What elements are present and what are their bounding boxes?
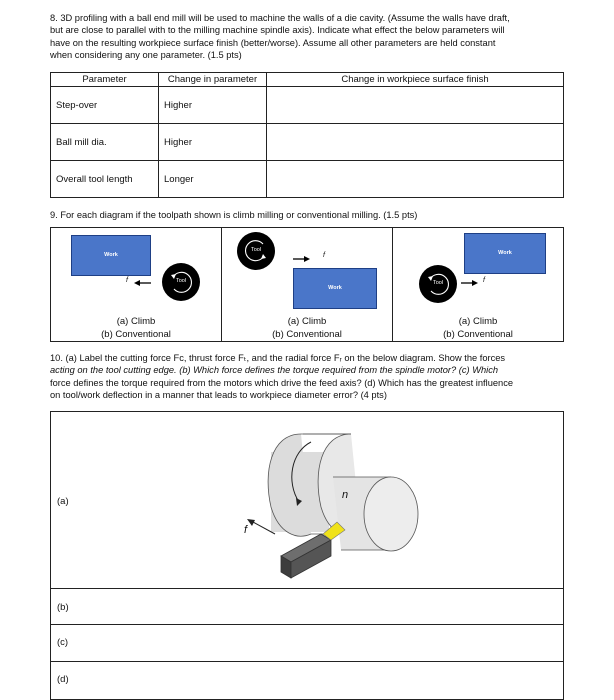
option-conventional[interactable]: (b) Conventional	[101, 328, 171, 340]
row-divider	[51, 661, 563, 662]
question-9-text: 9. For each diagram if the toolpath shown is climb milling or conventional milling. (1.5 pts)	[50, 210, 418, 220]
cell-change: Higher	[159, 124, 267, 161]
workpiece: Work	[293, 268, 377, 309]
header-finish: Change in workpiece surface finish	[267, 73, 564, 87]
workpiece: Work	[464, 233, 546, 274]
q8-line: but are close to parallel with to the milling machine spindle axis). Indicate what effect the below parameters will	[50, 25, 505, 36]
answer-options	[393, 316, 563, 341]
milling-diagrams-box	[50, 227, 564, 342]
row-divider	[51, 588, 563, 589]
rotation-label: n	[342, 489, 349, 501]
q10-line: 10. (a) Label the cutting force Fᴄ, thrust force Fₜ, and the radial force Fᵣ on the below diagram. Show the forces	[50, 353, 506, 363]
answer-options	[51, 316, 221, 341]
q10-line: force defines the torque required from the motors which drive the feed axis? (d) Which has the greatest influence	[50, 377, 514, 388]
q8-line: have on the resulting workpiece surface finish (better/worse). Assume all other parameters are held constant	[50, 37, 496, 48]
cell-parameter: Step-over	[51, 87, 159, 124]
table-header-row	[51, 73, 564, 87]
feed-arrow-right-icon	[459, 278, 479, 288]
cell-finish-answer[interactable]	[267, 87, 564, 124]
table-row	[51, 87, 564, 124]
answer-box	[50, 411, 564, 700]
option-climb[interactable]: (a) Climb	[458, 316, 498, 327]
question-8-text	[50, 12, 570, 62]
feed-label: f	[483, 277, 485, 284]
feed-label: f	[323, 252, 325, 259]
q8-line: when considering any one parameter. (1.5 pts)	[50, 50, 242, 61]
header-parameter: Parameter	[51, 73, 159, 87]
feed-label: f	[126, 277, 128, 284]
tool-cutter: Tool	[419, 265, 457, 303]
cell-parameter: Ball mill dia.	[51, 124, 159, 161]
workpiece: Work	[71, 235, 151, 276]
parameter-table	[50, 72, 564, 198]
question-10-text	[50, 352, 570, 402]
cell-finish-answer[interactable]	[267, 124, 564, 161]
option-conventional[interactable]: (b) Conventional	[272, 328, 342, 340]
tool-cutter: Tool	[237, 232, 275, 270]
answer-options	[222, 316, 392, 341]
cell-finish-answer[interactable]	[267, 161, 564, 198]
cell-change: Higher	[159, 87, 267, 124]
row-divider	[51, 624, 563, 625]
option-climb[interactable]: (a) Climb	[287, 316, 327, 327]
feed-arrow-left-icon	[133, 278, 153, 288]
part-label-d: (d)	[57, 674, 69, 685]
feed-label: f	[244, 524, 248, 536]
q8-line: 8. 3D profiling with a ball end mill will be used to machine the walls of a die cavity. (Assume the walls have draft,	[50, 13, 510, 23]
part-label-c: (c)	[57, 637, 69, 648]
option-conventional[interactable]: (b) Conventional	[443, 328, 513, 340]
turning-diagram	[241, 422, 421, 582]
table-row	[51, 161, 564, 198]
feed-arrow-right-icon	[291, 254, 311, 264]
q10-line: acting on the tool cutting edge. (b) Which force defines the torque required from the spindle motor? (c) Which	[50, 365, 499, 376]
part-label-a: (a)	[57, 496, 69, 507]
cell-parameter: Overall tool length	[51, 161, 159, 198]
q10-line: on tool/work deflection in a manner that leads to workpiece diameter error? (4 pts)	[50, 390, 387, 401]
table-row	[51, 124, 564, 161]
part-label-b: (b)	[57, 602, 69, 613]
header-change: Change in parameter	[159, 73, 267, 87]
cell-change: Longer	[159, 161, 267, 198]
tool-cutter: Tool	[162, 263, 200, 301]
option-climb[interactable]: (a) Climb	[116, 316, 156, 327]
